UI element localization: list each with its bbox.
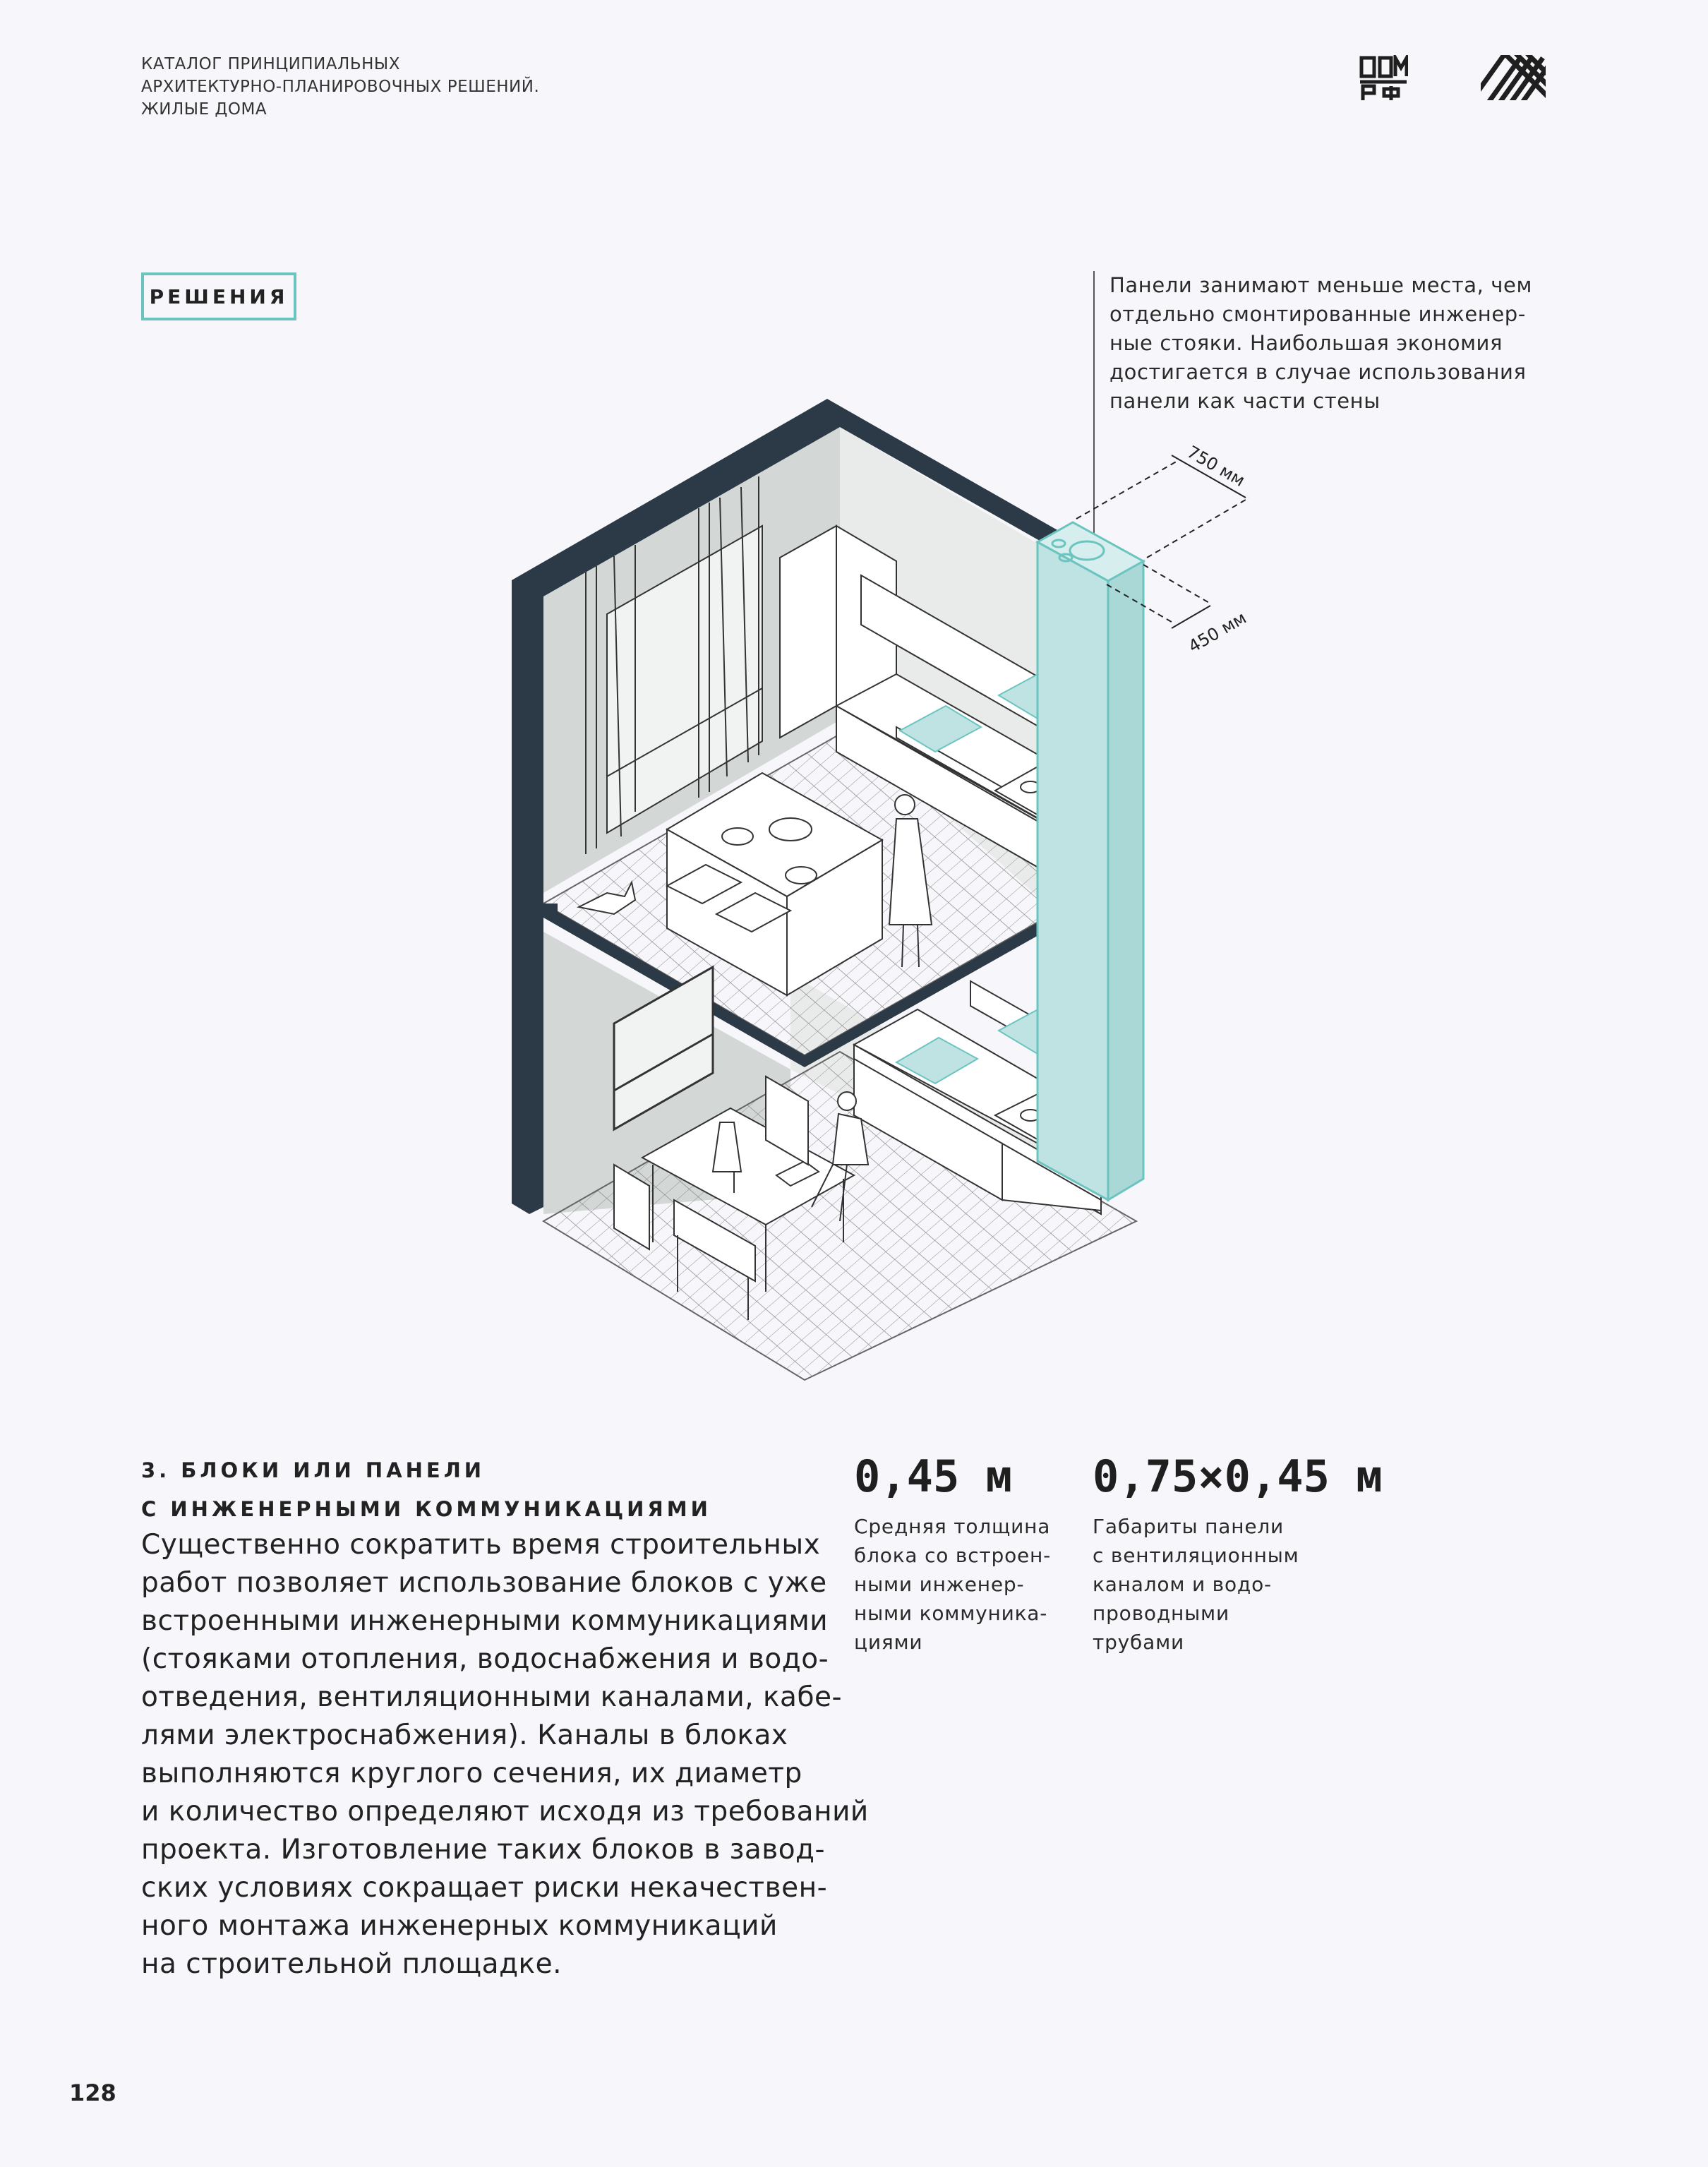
catalog-title-line-3: ЖИЛЫЕ ДОМА (141, 100, 267, 119)
section-title-line-2: С ИНЖЕНЕРНЫМИ КОММУНИКАЦИЯМИ (141, 1497, 711, 1521)
page-number: 128 (69, 2079, 116, 2106)
dimension-450-label: 450 мм (1185, 608, 1250, 657)
stat-thickness-desc: Средняя толщина блока со встроен- ными инженер- ными коммуника- циями (854, 1515, 1052, 1654)
catalog-title-line-2: АРХИТЕКТУРНО-ПЛАНИРОВОЧНЫХ РЕШЕНИЙ. (141, 78, 540, 96)
stat-dimensions-desc: Габариты панели с вентиляционным каналом и водо- проводными трубами (1093, 1515, 1299, 1654)
stat-dimensions-value: 0,75×0,45 м (1093, 1451, 1383, 1502)
panel-note: Панели занимают меньше места, чем отдельно смонтированные инженер- ные стояки. Наибольшая экономия достигается в случае использования панели как части стены (1109, 273, 1532, 413)
catalog-title-line-1: КАТАЛОГ ПРИНЦИПИАЛЬНЫХ (141, 55, 400, 73)
section-title-line-1: 3. БЛОКИ ИЛИ ПАНЕЛИ (141, 1458, 486, 1482)
solutions-badge: РЕШЕНИЯ (141, 272, 296, 320)
dimension-750-label: 750 мм (1184, 441, 1249, 491)
engineering-panel (1038, 522, 1143, 1200)
stat-thickness-value: 0,45 м (854, 1451, 1012, 1502)
